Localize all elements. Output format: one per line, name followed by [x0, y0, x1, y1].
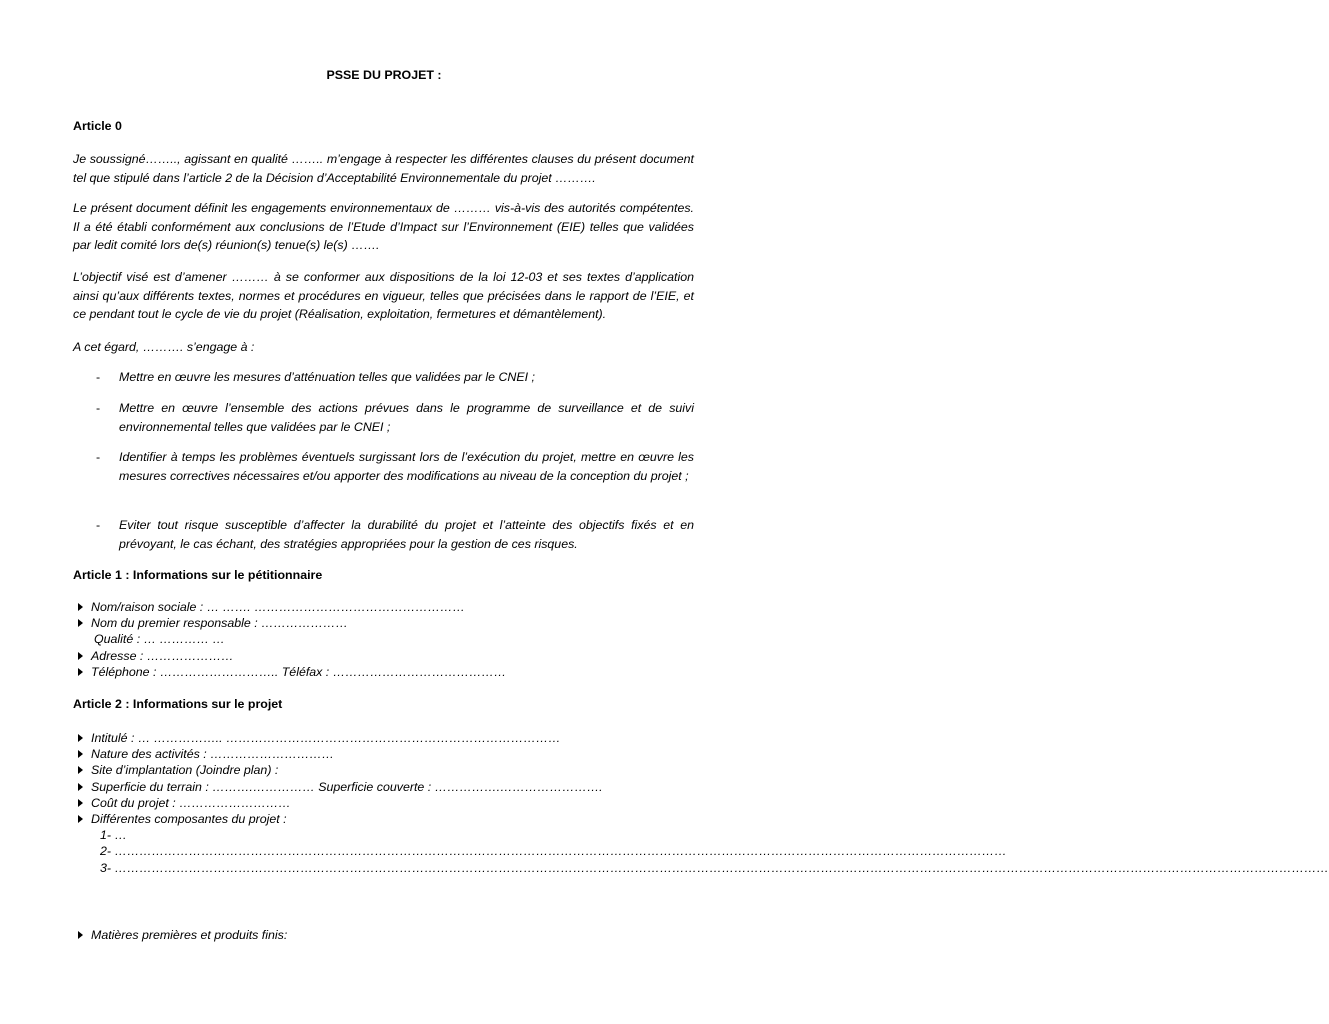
info-row-address: Adresse : …………………: [78, 648, 698, 664]
arrow-bullet-icon: [78, 619, 83, 627]
article-0-paragraph-1: Je soussigné…….., agissant en qualité …….. m’engage à respecter les différentes clauses du présent document tel que stipulé dans l’article 2 de la Décision d’Acceptabilité Environnementale du projet ……….: [73, 152, 694, 185]
arrow-bullet-icon: [78, 931, 83, 939]
article-0-paragraph-4: A cet égard, ………. s’engage à :: [73, 340, 255, 354]
dash-marker: -: [96, 401, 101, 415]
commitment-text: Identifier à temps les problèmes éventuels surgissant lors de l’exécution du projet, mettre en œuvre les mesures correctives nécessaires et/ou apporter des modifications au niveau de la conception du projet ;: [119, 450, 694, 483]
info-row-cost: Coût du projet : ………………………: [78, 795, 698, 811]
component-item: 2- ………………………………………………………………………………………………………………………………………………………………………………………………: [100, 844, 1007, 859]
info-row-title: Intitulé : … …………….. ………………………………………………………………………: [78, 730, 698, 746]
commitment-item: [96, 399, 694, 436]
info-row-raw-materials: Matières premières et produits finis:: [78, 927, 698, 943]
article-0-paragraph-2: Le présent document définit les engagements environnementaux de ……… vis-à-vis des autorités compétentes. Il a été établi conformément aux conclusions de l’Etude d’Impact sur l’Environnement (EIE) telles que validées par ledit comité lors de(s) réunion(s) tenue(s) le(s) …….: [73, 201, 694, 252]
arrow-bullet-icon: [78, 603, 83, 611]
dash-marker: -: [96, 518, 101, 532]
document-title: PSSE DU PROJET :: [326, 68, 442, 82]
info-row-area: Superficie du terrain : ……….…………… Superficie couverte : …………….…………………….: [78, 779, 698, 795]
commitment-text: Eviter tout risque susceptible d’affecter la durabilité du projet et l’atteinte des objectifs fixés et en prévoyant, le cas échant, des stratégies appropriées pour la gestion de ces risques.: [119, 518, 694, 551]
arrow-bullet-icon: [78, 652, 83, 660]
project-info-list: [78, 730, 1329, 876]
arrow-bullet-icon: [78, 734, 83, 742]
article-0-heading: Article 0: [73, 119, 122, 133]
info-row-site: Site d’implantation (Joindre plan) :: [78, 762, 698, 778]
info-row-activities: Nature des activités : …………………………: [78, 746, 698, 762]
info-row-phone: Téléphone : ……………………….. Téléfax : ……………………………………: [78, 664, 698, 680]
commitment-item: [96, 448, 694, 485]
info-row-quality: Qualité : … ………… …: [94, 632, 225, 647]
dash-marker: -: [96, 450, 101, 464]
component-item: 1- …: [100, 828, 127, 843]
dash-marker: -: [96, 370, 101, 384]
arrow-bullet-icon: [78, 783, 83, 791]
arrow-bullet-icon: [78, 668, 83, 676]
commitment-item: [96, 368, 694, 387]
info-row-components: Différentes composantes du projet :: [78, 811, 698, 827]
info-row-name: Nom/raison sociale : … ……. ……………………………………………: [78, 599, 698, 615]
info-row-responsible: Nom du premier responsable : …………………: [78, 615, 698, 631]
arrow-bullet-icon: [78, 766, 83, 774]
article-0-paragraph-3: L’objectif visé est d’amener ……… à se conformer aux dispositions de la loi 12-03 et ses textes d’application ainsi qu’aux différents textes, normes et procédures en vigueur, telles que précisées dans le rapport de l’EIE, et ce pendant tout le cycle de vie du projet (Réalisation, exploitation, fermetures et démantèlement).: [73, 270, 694, 321]
petitioner-info-list: [78, 599, 698, 680]
arrow-bullet-icon: [78, 750, 83, 758]
commitment-text: Mettre en œuvre les mesures d’atténuation telles que validées par le CNEI ;: [119, 370, 535, 384]
commitment-text: Mettre en œuvre l’ensemble des actions prévues dans le programme de surveillance et de suivi environnemental telles que validées par le CNEI ;: [119, 401, 694, 434]
article-2-heading: Article 2 : Informations sur le projet: [73, 697, 283, 711]
raw-materials-list: [78, 927, 698, 943]
component-item: 3- ……………………………………………………………………………………………………………………………………………………………………………………………………………………………………………………………………: [100, 860, 1329, 875]
arrow-bullet-icon: [78, 815, 83, 823]
arrow-bullet-icon: [78, 799, 83, 807]
article-1-heading: Article 1 : Informations sur le pétitionnaire: [73, 568, 323, 582]
commitment-item: [96, 516, 694, 553]
